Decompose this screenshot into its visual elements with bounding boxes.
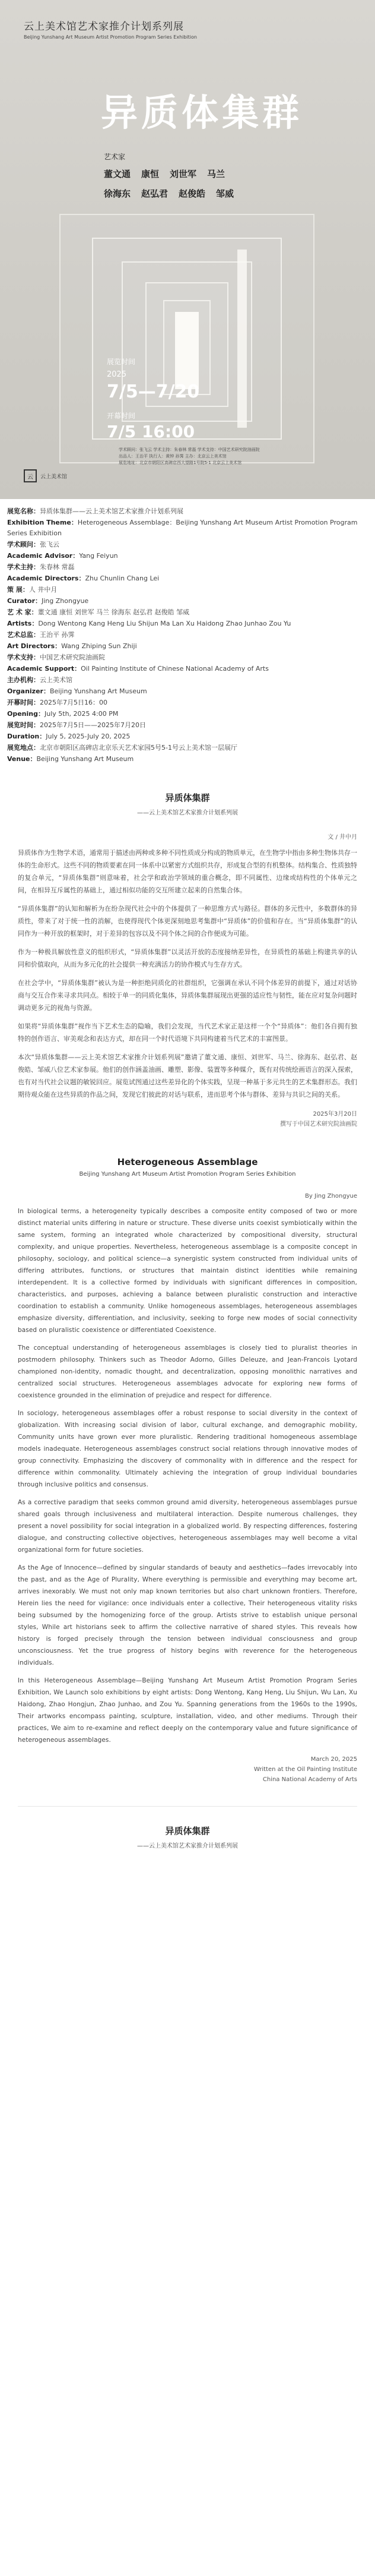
info-value: Yang Feiyun [79,552,118,560]
article-subtitle: Beijing Yunshang Art Museum Artist Promotion Program Series Exhibition [79,1171,296,1177]
info-key: Organizer： [7,687,50,695]
info-row [7,596,368,607]
signoff-date: 2025年3月20日 [313,1111,357,1117]
info-key: 艺术总监： [7,631,40,639]
artist-row-1 [104,168,234,180]
article-signoff [18,1754,357,1785]
info-row [7,686,368,697]
credit-line: 学术顾问：张飞云 学术主持：朱春林 常磊 学术支持：中国艺术研究院油画院 [119,447,260,452]
exhibition-period-label: 展览时间 [107,358,136,366]
footer-title [0,1807,375,1849]
info-row [7,709,368,719]
info-value: Beijing Yunshang Art Museum [49,687,147,695]
credit-line: 出品人：王治平 执行人：黄钟 孙霁 主办：北京云上美术馆 [119,454,227,459]
info-row [7,539,368,550]
paragraph: 作为一种极具解放性意义的组织形式，“异质体集群”以灵活开放的态度接纳差异性，在异质性的基础上构建共享的认同和价值取向，从而为多元化的社会提供一种充满活力的协作模式与生存方式。 [18,948,357,968]
info-row [7,675,368,686]
info-value: 2025年7月5日——2025年7月20日 [40,721,146,729]
opening-time: 7/5 16:00 [107,422,195,441]
signoff-org: 撰写于中国艺术研究院油画院 [280,1121,357,1128]
info-key: 策 展： [7,586,29,594]
info-value: 董文通 康恒 刘世军 马兰 徐海东 赵弘君 赵俊皓 邹威 [37,608,190,616]
series-title-cn: 云上美术馆艺术家推介计划系列展 [24,21,184,33]
exhibition-date-range: 7/5—7/20 [107,381,200,402]
info-value: July 5th, 2025 4:00 PM [45,710,119,718]
info-row [7,664,368,674]
info-value: 人 井中月 [28,586,58,594]
article-title: 异质体集群 [165,793,210,803]
logo-text: 云上美术馆 [40,473,68,480]
artist-name: 董文通 [104,169,131,179]
info-key: 艺 术 家： [7,608,38,616]
info-value: 云上美术馆 [40,676,72,684]
info-value: Heterogeneous Assemblage：Beijing Yunshang Art Museum Artist Promotion Program Series Exhibition [7,519,358,537]
signoff-org: Written at the Oil Painting Institute [253,1766,357,1773]
article-en [0,1135,375,1791]
artist-row-2 [104,187,234,200]
article-cn [0,770,375,1135]
paragraph: 在社会学中，“异质体集群”被认为是一种拒绝同质化的社群组织，它强调在承认不同个体差异的前提下，通过对话协商与交互合作来寻求共同点。相较于单一的同质化集体，异质体集群展现出更强的适应性与韧性，能在应对复杂问题时调动更多元的视角与资源。 [18,979,357,1012]
info-row [7,517,368,539]
info-key: 学术顾问： [7,541,40,548]
signoff-org: China National Academy of Arts [262,1776,357,1783]
info-value: Jing Zhongyue [42,597,89,605]
info-row [7,652,368,663]
artist-name: 马兰 [207,169,225,179]
info-row [7,743,368,753]
info-row [7,641,368,652]
info-value: 朱春林 常磊 [40,563,75,571]
paragraph: “异质体集群”的认知和解析为在纷杂现代社会中的个体提供了一种思维方式与路径。群体的多元性中，多数群体的异质性，带来了对于统一性的消解，也使得现代个体更深刻地思考集群中“异质体”的价值和存在。当“异质体集群”的认同作为一种开放的框架时，对于差异的包容以及不同个体之间的合作便成为可能。 [18,905,357,937]
info-row [7,754,368,765]
signoff-date: March 20, 2025 [310,1756,357,1763]
museum-logo [24,469,67,482]
info-key: 开幕时间： [7,699,40,706]
artist-block [104,151,234,207]
article-subtitle: ——云上美术馆艺术家推介计划系列展 [137,810,238,816]
footer-subheading: ——云上美术馆艺术家推介计划系列展 [137,1843,238,1849]
info-key: 学术主持： [7,563,40,571]
info-key: 学术支持： [7,654,40,661]
paragraph: As the Age of Innocence—defined by singular standards of beauty and aesthetics—fades irrevocably into the past, and as the Age of Plurality, Where everything is permissible and everything may become art, arrives inexorably. We must not only map known territories but also chart unknown frontiers. Therefore, Herein lies the need for vigilance: once individuals enter a collective, Their heterogeneous vitality risks being subsumed by the homogenizing force of the group. Artists strive to establish unique personal styles, While art historians seek to affirm the collective narrative of shared styles. This reveals how history is forged precisely through the tension between individual consciousness and group unconsciousness. Yet the true progress of history begins with reverence for the heterogeneous individuals. [18,1564,357,1666]
poster-credits [119,447,356,466]
info-key: Exhibition Theme： [7,519,78,526]
info-value: July 5, 2025-July 20, 2025 [46,733,131,740]
date-block [107,356,199,441]
paragraph: In this Heterogeneous Assemblage—Beijing Yunshang Art Museum Artist Promotion Program Series Exhibition, We Launch solo exhibitions by eight artists: Dong Wentong, Kang Heng, Liu Shijun, Wu Lan, Xu Haidong, Zhao Hongjun, Zhao Junhao, and Zou Yu. Spanning generations from the 1960s to the 1990s, Their artworks encompass painting, sculpture, installation, video, and other mediums. Through their practices, We aim to re-examine and reflect deeply on the contemporary value and future significance of heterogeneous assemblages. [18,1677,357,1744]
info-row [7,607,368,618]
info-value: Dong Wentong Kang Heng Liu Shijun Ma Lan Xu Haidong Zhao Junhao Zou Yu [38,620,291,627]
info-key: Artists： [7,620,39,627]
info-value: Oil Painting Institute of Chinese National Academy of Arts [81,665,269,673]
artist-name: 徐海东 [104,188,131,199]
info-key: Art Directors： [7,642,62,650]
paragraph: 本次“异质体集群——云上美术馆艺术家推介计划系列展”邀请了董文通、康恒、刘世军、马兰、徐海东、赵弘君、赵俊皓、邹威八位艺术家参展。他们的创作涵盖油画、雕塑、影像、装置等多种媒介，既有对传统绘画语言的深入探索，也有对当代社会议题的敏锐回应。展览试图通过这些差异化的个体实践，呈现一种基于多元共生的艺术集群形态。我们期待观众能在这些异质的作品之间，发现它们彼此的对话与联系，进而思考个体与群体、差异与共识之间的关系。 [18,1053,357,1098]
info-key: Academic Advisor： [7,552,80,560]
artist-label: 艺术家 [104,153,126,161]
info-row [7,506,368,517]
info-value: 异质体集群——云上美术馆艺术家推介计划系列展 [40,507,183,515]
article-title: Heterogeneous Assemblage [117,1157,258,1167]
info-value: Wang Zhiping Sun Zhiji [61,642,137,650]
artist-name: 康恒 [141,169,160,179]
info-key: Academic Support： [7,665,81,673]
info-row [7,573,368,584]
info-value: 2025年7月5日16：00 [40,699,107,706]
poster-header [24,18,197,40]
exhibition-poster [0,0,375,499]
info-value: Beijing Yunshang Art Museum [36,755,134,763]
paragraph: In sociology, heterogeneous assemblages offer a robust response to social diversity in the context of globalization. With increasing social division of labor, cultural exchange, and demographic mobility, Community units have grown ever more pluralistic. Rendering traditional homogeneous assemblage models inadequate. Heterogeneous assemblages construct social relations through innovative modes of group connectivity. Emphasizing the discovery of commonality with in difference and the respect for difference within commonality. Ultimately achieving the integration of group individual boundaries through inclusive politics and consensus. [18,1410,357,1488]
info-key: 展览名称： [7,507,40,515]
exhibition-year: 2025 [107,370,127,379]
info-value: 张飞云 [40,541,59,548]
paragraph: 如果将“异质体集群”视作当下艺术生态的隐喻，我们会发现，当代艺术家正是这样一个个“异质体”：他们各自拥有独特的创作语言、审美观念和表达方式，却在同一个时代语境下共同构建着当代艺术的丰富图景。 [18,1022,357,1043]
paragraph: In biological terms, a heterogeneity typically describes a composite entity composed of two or more distinct material units differing in nature or structure. These diverse units coexist symbiotically within the same system, forming an integrated whole characterized by compositional diversity, structural complexity, and unique properties. Nevertheless, heterogeneous assemblage is a composite concept in philosophy, sociology, and political science—a synergistic system constructed from individual units of differing attributes, functions, or structures that maintain distinct identities while remaining interdependent. It is a collective formed by individuals with significant differences in composition, characteristics, and purposes, achieving a balance between pluralistic construction and interactive coordination to establish a community. Unlike homogeneous assemblages, heterogeneous assemblages emphasize diversity, differentiation, and inclusivity, seeking to forge new modes of social connectivity based on pluralistic coexistence or differentiated Coexistence. [18,1208,357,1334]
info-key: Curator： [7,597,42,605]
info-value: Zhu Chunlin Chang Lei [85,574,160,582]
series-title-en: Beijing Yunshang Art Museum Artist Promotion Program Series Exhibition [24,34,197,40]
info-row [7,731,368,742]
paragraph: As a corrective paradigm that seeks common ground amid diversity, heterogeneous assemblages pursue shared goals through inclusiveness and multilateral interaction. Despite numerous challenges, they present a novel possibility for social integration in a globalized world. By respecting differences, fostering dialogue, and constructing collective objectives, heterogeneous assemblages may well become a vital organizational form for future societies. [18,1499,357,1554]
info-row [7,697,368,708]
article-author: By Jing Zhongyue [305,1193,357,1199]
paragraph: 异质体作为生物学术语，通常用于描述由两种或多种不同性质成分构成的物质单元，在生物学中指由多种生物体共存一体的生命形式。这些不同的物质要素在同一体系中以紧密方式组织共存，形成复合型的有机整体。结构集合、性质独特的复合单元，“异质体集群”则意味着，社会学和政治学领域的重合概念，即不同属性、边缘或结构性的个体单元之间，在相异互斥属性的基础上，通过相似功能的交互所建立起来的自然集合体。 [18,849,357,894]
main-title: 异质体集群 [101,91,303,134]
info-key: Venue： [7,755,37,763]
exhibition-info-list [0,499,375,770]
artist-name: 赵俊皓 [179,188,206,199]
info-key: 主办机构： [7,676,40,684]
info-key: Opening： [7,710,45,718]
opening-label: 开幕时间 [107,412,136,420]
info-row [7,585,368,595]
paragraph: The conceptual understanding of heterogeneous assemblages is closely tied to pluralist theories in postmodern philosophy. Thinkers such as Theodor Adorno, Gilles Deleuze, and Jean-Francois Lyotard championed non-identity, nomadic thought, and decentralization, opposing monolithic narratives and centralized social structures. Heterogeneous assemblages advocate for exploring new forms of coexistence grounded in the elimination of prejudice and respect for difference. [18,1344,357,1399]
artist-name: 赵弘君 [141,188,169,199]
info-value: 王治平 孙霁 [40,631,75,639]
artist-name: 刘世军 [170,169,197,179]
info-row [7,562,368,573]
info-row [7,551,368,561]
info-key: Academic Directors： [7,574,85,582]
credit-line: 展览地址：北京市朝阳区高碑店西大望路1号院5-1 北京云上美术馆 [119,460,242,465]
corridor-light [237,250,247,428]
info-row [7,630,368,640]
article-signoff [18,1109,357,1129]
info-row [7,720,368,731]
footer-heading: 异质体集群 [165,1826,210,1836]
artist-name: 邹威 [216,188,234,199]
info-value: 中国艺术研究院油画院 [40,654,105,661]
info-row [7,618,368,629]
info-key: 展览时间： [7,721,40,729]
info-value: 北京市朝阳区高碑店北京乐天艺术家园5号5-1号云上美术馆一层展厅 [40,744,237,752]
article-author: 文 / 井中月 [328,834,357,841]
info-key: Duration： [7,733,46,740]
logo-mark-icon: 云 [24,469,37,482]
info-key: 展览地点： [7,744,40,752]
